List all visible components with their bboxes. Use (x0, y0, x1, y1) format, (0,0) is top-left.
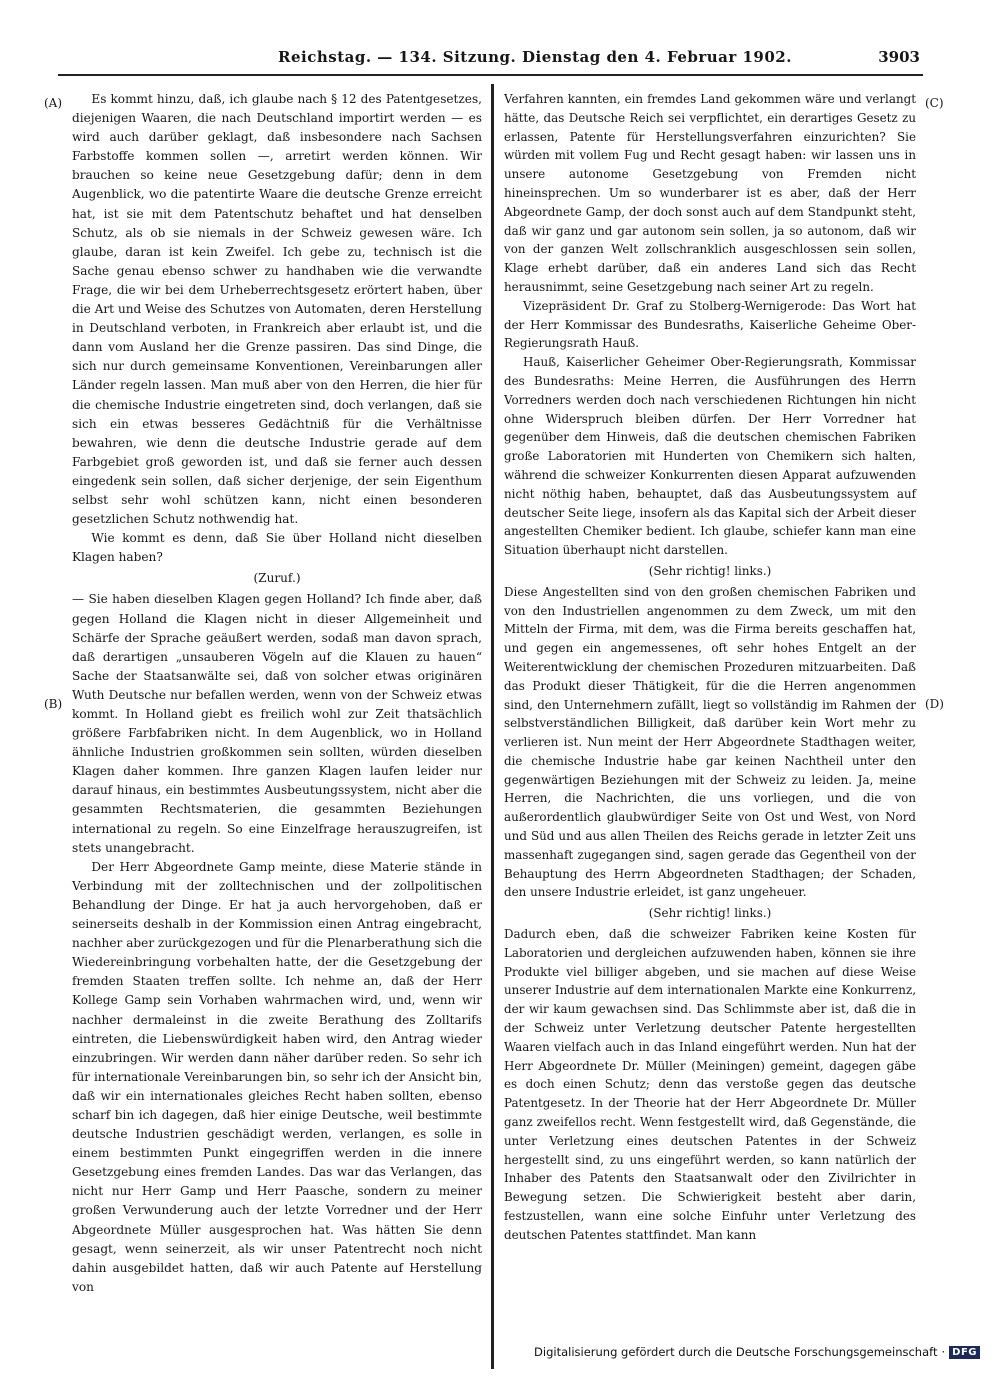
right-column (504, 90, 916, 1245)
left-column (72, 90, 482, 1297)
paragraph: Verfahren kannten, ein fremdes Land gekommen wäre und verlangt hätte, das Deutsche Reich sei verpflichtet, ein derartiges Gesetz zu erlassen, Patente für Herstellungsverfahren einzurichten? Sie würden mit vollem Fug und Recht gesagt haben: wir lassen uns in unsere autonome Gesetzgebung von Fremden nicht hineinsprechen. Um so wunderbarer ist es aber, daß der Herr Abgeordnete Gamp, der doch sonst auch auf dem Standpunkt steht, daß wir ganz und gar autonom sein sollen, ja so autonom, daß wir von der ganzen Welt zollschranklich ausgeschlossen sein sollen, Klage erhebt darüber, daß ein anderes Land sich das Recht herausnimmt, seine Gesetzgebung nach seiner Art zu regeln. (504, 92, 916, 294)
paragraph: Dadurch eben, daß die schweizer Fabriken keine Kosten für Laboratorien und dergleichen aufzuwenden haben, können sie ihre Produkte viel billiger abgeben, und sie machen auf diese Weise unserer Industrie auf dem internationalen Markte eine Konkurrenz, der wir kaum gewachsen sind. Das Schlimmste aber ist, daß die in der Schweiz unter Verletzung deutscher Patente hergestellten Waaren vielfach auch in das Inland eingeführt werden. Nun hat der Herr Abgeordnete Dr. Müller (Meiningen) gemeint, dagegen gäbe es doch einen Schutz; denn das verstoße gegen das deutsche Patentgesetz. In der Theorie hat der Herr Abgeordnete Dr. Müller ganz zweifellos recht. Wenn festgestellt wird, daß Gegenstände, die unter Verletzung eines deutschen Patentes in der Schweiz hergestellt sind, zu uns eingeführt werden, so kann natürlich der Inhaber des Patents den Staatsanwalt oder den Zivilrichter in Bewegung setzen. Die Schwierigkeit besteht aber darin, festzustellen, wann eine solche Einfuhr unter Verletzung des deutschen Patentes stattfindet. Man kann (504, 927, 916, 1242)
paragraph: Hauß, Kaiserlicher Geheimer Ober-Regierungsrath, Kommissar des Bundesraths: Meine Herren, die Ausführungen des Herrn Vorredners werden doch nach verschiedenen Richtungen hin nicht ohne Widerspruch bleiben dürfen. Der Herr Vorredner hat gegenüber dem Hinweis, daß die deutschen chemischen Fabriken große Laboratorien mit Hunderten von Chemikern sich halten, während die schweizer Konkurrenten diesen Apparat aufzuwenden nicht nöthig haben, behauptet, daß das Ausbeutungssystem auf deutscher Seite liege, insofern als das Kapital sich der Arbeit dieser angestellten Chemiker bedient. Ich glaube, schiefer kann man eine Situation überhaupt nicht darstellen. (504, 355, 916, 558)
paragraph: Diese Angestellten sind von den großen chemischen Fabriken und von den Industriellen angenommen zu dem Zweck, um mit den Mitteln der Firma, mit dem, was die Firma bereits geschaffen hat, und gegen ein angemessenes, oft sehr hohes Entgelt an der Weiterentwicklung der chemischen Prozeduren mitzuarbeiten. Daß das Produkt dieser Thätigkeit, für die die Herren angenommen sind, den Unternehmern zufällt, liegt so vollständig im Rahmen der selbstverständlichen Billigkeit, daß darüber kein Wort mehr zu verlieren ist. Nun meint der Herr Abgeordnete Stadthagen weiter, die chemische Industrie habe gar keinen Nachtheil unter den gegenwärtigen Beziehungen mit der Schweiz zu leiden. Ja, meine Herren, die Nachrichten, die uns vorliegen, und die von außerordentlich glaubwürdiger Seite von Ost und West, von Nord und Süd und aus allen Theilen des Reichs gerade in letzter Zeit uns massenhaft zugegangen sind, sagen gerade das Gegentheil von der Behauptung des Herrn Abgeordneten Stadthagen; der Schaden, den unsere Industrie erleidet, ist ganz ungeheuer. (504, 584, 916, 900)
margin-marker-a: (A) (44, 96, 63, 110)
margin-marker-c: (C) (925, 96, 944, 110)
interjection: (Sehr richtig! links.) (648, 906, 772, 921)
margin-marker-b: (B) (44, 697, 63, 711)
paragraph: Wie kommt es denn, daß Sie über Holland nicht dieselben Klagen haben? (72, 531, 482, 565)
page-number: 3903 (878, 48, 920, 66)
paragraph: Vizepräsident Dr. Graf zu Stolberg-Wernigerode: Das Wort hat der Herr Kommissar des Bundesraths, Kaiserliche Geheime Ober-Regierungsrath Hauß. (504, 298, 916, 351)
digitization-credit (534, 1345, 980, 1359)
paragraph: Der Herr Abgeordnete Gamp meinte, diese Materie stände in Verbindung mit der zolltechnischen und der zollpolitischen Behandlung der Dinge. Er hat ja auch hervorgehoben, daß er seinerseits deshalb in der Kommission einen Antrag eingebracht, nachher aber zurückgezogen und für die Plenarberathung sich die Wiedereinbringung vorbehalten hatte, der die Gesetzgebung der fremden Staaten treffen sollte. Ich nehme an, daß der Herr Kollege Gamp sein Vorhaben wahrmachen wird, und, wenn wir nachher dermaleinst in die zweite Berathung des Zolltarifs eintreten, die Liebenswürdigkeit haben wird, den Antrag wieder einzubringen. Wir werden dann näher darüber reden. So sehr ich für internationale Vereinbarungen bin, so sehr ich der Ansicht bin, daß wir ein internationales gleiches Recht haben sollten, ebenso scharf bin ich dagegen, daß hier einige Deutsche, weil bestimmte deutsche Industrien geschädigt werden, verlangen, es solle in einem bestimmten Punkt eingegriffen werden in die innere Gesetzgebung eines fremden Landes. Das war das Verlangen, das nicht nur Herr Gamp und Herr Paasche, sondern zu meiner großen Verwunderung auch der letzte Vorredner und der Herr Abgeordnete Müller ausgesprochen hat. Was hätten Sie denn gesagt, wenn seinerzeit, als wir unser Patentrecht noch nicht dahin ausgebildet hatten, daß wir auch Patente auf Herstellung von (72, 859, 482, 1294)
paragraph: — Sie haben dieselben Klagen gegen Holland? Ich finde aber, daß gegen Holland die Klagen nicht in dieser Allgemeinheit und Schärfe der Sprache geäußert werden, sodaß man davon sprach, daß derartigen „unsauberen Vögeln auf die Klauen zu hauen“ Sache der Staatsanwälte sei, daß von solcher etwas originären Wuth Deutsche nur befallen werden, wenn von der Schweiz etwas kommt. In Holland giebt es freilich wohl zur Zeit thatsächlich größere Farbfabriken nicht. In dem Augenblick, wo in Holland ähnliche Industrien großkommen sein sollten, würden dieselben Klagen daher kommen. Ihre ganzen Klagen laufen leider nur darauf hinaus, ein bestimmtes Ausbeutungssystem, nicht aber die gesammten Rechtsmaterien, die gesammten Beziehungen international zu regeln. So eine Einzelfrage herauszugreifen, ist stets unangebracht. (72, 592, 482, 855)
running-title: Reichstag. — 134. Sitzung. Dienstag den 4. Februar 1902. (278, 48, 792, 66)
footer-separator: · (941, 1345, 946, 1359)
interjection: (Sehr richtig! links.) (648, 563, 772, 578)
footer-text: Digitalisierung gefördert durch die Deutsche Forschungsgemeinschaft (534, 1345, 938, 1359)
interjection: (Zuruf.) (253, 571, 301, 586)
margin-marker-d: (D) (925, 697, 944, 711)
paragraph: Es kommt hinzu, daß, ich glaube nach § 12 des Patentgesetzes, diejenigen Waaren, die nach Deutschland importirt werden — es wird auch darüber geklagt, daß insbesondere nach Sachsen Farbstoffe kommen sollen —, arretirt werden können. Wir brauchen so keine neue Gesetzgebung dafür; denn in dem Augenblick, wo die patentirte Waare die deutsche Grenze erreicht hat, ist sie mit dem Patentschutz behaftet und hat denselben Schutz, als ob sie niemals in der Schweiz gewesen wäre. Ich glaube, daran ist kein Zweifel. Ich gebe zu, technisch ist die Sache genau ebenso schwer zu handhaben wie die verwandte Frage, die wir bei dem Urheberrechtsgesetz erörtert haben, über die Art und Weise des Schutzes von Automaten, deren Herstellung in Deutschland verboten, in Frankreich aber erlaubt ist, und die dann vom Ausland her die Grenze passiren. Das sind Dinge, die sich nur durch gemeinsame Konventionen, Vereinbarungen aller Länder regeln lassen. Man muß aber von den Herren, die hier für die chemische Industrie eingetreten sind, doch verlangen, daß sie sich ein etwas besseres Gedächtniß für die Verhältnisse bewahren, wie denn die deutsche Industrie gerade auf dem Farbgebiet groß geworden ist, und daß sie ferner auch dessen eingedenk sein sollen, daß sicher derjenige, der sein Eigenthum selbst sehr wohl schützen kann, nicht einen besonderen gesetzlichen Schutz nothwendig hat. (72, 92, 482, 527)
dfg-logo: DFG (949, 1346, 980, 1359)
header-rule (58, 74, 923, 76)
column-divider (491, 84, 494, 1369)
page-header (40, 48, 920, 70)
